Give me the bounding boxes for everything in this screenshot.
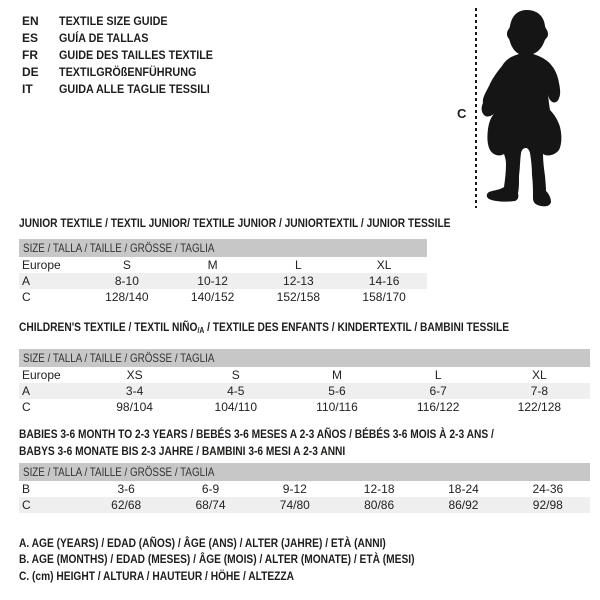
size-value-cell: 86/92 (421, 497, 505, 513)
title-text: CHILDREN'S TEXTILE / TEXTIL NIÑO (19, 320, 198, 334)
size-value-cell: 92/98 (506, 497, 590, 513)
size-value-cell: 140/152 (190, 290, 235, 304)
size-value-cell: 12-18 (363, 482, 395, 496)
table-title (19, 216, 451, 230)
height-measure-label: C (457, 106, 467, 121)
babies-size-table-section (19, 426, 590, 513)
size-value-cell: 10-12 (170, 273, 256, 289)
title-text: BABIES 3-6 MONTH TO 2-3 YEARS / BEBÉS 3-6 MESES A 2-3 AÑOS / BÉBÉS 3-6 MOIS À 2-3 ANS / (19, 427, 494, 441)
title-text: / TEXTILE DES ENFANTS / KINDERTEXTIL / BAMBINI TESSILE (204, 320, 509, 334)
row-label-cell: B (22, 482, 31, 496)
language-row-it (22, 81, 230, 98)
size-header-text: SIZE / TALLA / TAILLE / GRÖSSE / TAGLIA (23, 241, 215, 255)
table-title (19, 320, 590, 338)
row-label-cell: Europe (22, 258, 61, 272)
size-value-cell: 3-6 (117, 482, 135, 496)
table-title (19, 426, 590, 460)
table-row (19, 367, 590, 383)
table-row (19, 497, 590, 513)
table-row (19, 273, 427, 289)
table-title-line (19, 443, 504, 460)
title-text: JUNIOR TEXTILE / TEXTIL JUNIOR/ TEXTILE JUNIOR / JUNIORTEXTIL / JUNIOR TESSILE (19, 216, 451, 230)
size-value-cell: 152/158 (276, 290, 321, 304)
legend-line-b: B. AGE (MONTHS) / EDAD (MESES) / ÂGE (MOIS) / ALTER (MONATE) / ETÀ (MESI) (19, 552, 415, 567)
language-row-en (22, 13, 230, 30)
size-value-cell: XL (532, 368, 547, 382)
children-size-table (19, 367, 590, 415)
size-value-cell: 14-16 (341, 273, 427, 289)
size-value-cell: 8-10 (84, 273, 170, 289)
row-label-cell: C (19, 497, 84, 513)
legend (19, 535, 484, 584)
language-code: IT (22, 82, 33, 96)
junior-size-table (19, 257, 427, 305)
size-value-cell: 6-7 (388, 383, 489, 399)
legend-line-a: A. AGE (YEARS) / EDAD (AÑOS) / ÂGE (ANS) / ALTER (JAHRE) / ETÀ (ANNI) (19, 536, 386, 550)
language-row-de (22, 64, 230, 81)
row-label-cell: A (19, 383, 84, 399)
language-title: TEXTILE SIZE GUIDE (59, 14, 168, 28)
row-label-cell: Europe (22, 368, 61, 382)
size-header-bar (19, 239, 427, 257)
language-title: GUÍA DE TALLAS (59, 31, 149, 45)
language-code: EN (22, 14, 39, 28)
size-value-cell: 7-8 (489, 383, 590, 399)
size-value-cell: 116/122 (416, 400, 460, 414)
size-value-cell: 128/140 (105, 290, 149, 304)
size-value-cell: 104/110 (214, 400, 258, 414)
size-value-cell: 24-36 (532, 482, 564, 496)
language-title-list (22, 13, 230, 98)
table-row (19, 383, 590, 399)
size-value-cell: 158/170 (362, 290, 406, 304)
legend-line-c: C. (cm) HEIGHT / ALTURA / HAUTEUR / HÖHE / ALTEZZA (19, 568, 295, 583)
table-row (19, 399, 590, 415)
row-label-cell: C (22, 400, 31, 414)
table-row (19, 257, 427, 273)
size-value-cell: 80/86 (337, 497, 421, 513)
table-row (19, 481, 590, 497)
table-title-line (19, 216, 451, 230)
language-row-es (22, 30, 230, 47)
size-value-cell: 6-9 (201, 482, 220, 496)
size-value-cell: 62/68 (84, 497, 168, 513)
size-value-cell: S (122, 258, 131, 272)
toddler-silhouette-image (480, 6, 580, 211)
title-text: BABYS 3-6 MONATE BIS 2-3 JAHRE / BAMBINI 3-6 MESI A 2-3 ANNI (19, 444, 346, 458)
size-value-cell: M (207, 258, 218, 272)
size-value-cell: S (231, 368, 240, 382)
size-header-text: SIZE / TALLA / TAILLE / GRÖSSE / TAGLIA (23, 351, 215, 365)
size-value-cell: 9-12 (282, 482, 307, 496)
size-value-cell: 3-4 (84, 383, 185, 399)
size-value-cell: M (331, 368, 342, 382)
babies-size-table (19, 481, 590, 513)
size-header-text: SIZE / TALLA / TAILLE / GRÖSSE / TAGLIA (23, 465, 215, 479)
row-label-cell: C (22, 290, 31, 304)
size-value-cell: 12-13 (256, 273, 342, 289)
height-measure-dotted-line (475, 8, 477, 208)
language-title: GUIDE DES TAILLES TEXTILE (59, 48, 214, 62)
language-row-fr (22, 47, 230, 64)
size-value-cell: 98/104 (116, 400, 153, 414)
row-label-cell: A (19, 273, 84, 289)
size-value-cell: XL (376, 258, 392, 272)
language-code: ES (22, 31, 39, 45)
language-title: GUIDA ALLE TAGLIE TESSILI (59, 82, 210, 96)
junior-size-table-section (19, 216, 451, 305)
language-title: TEXTILGRÖßENFÜHRUNG (59, 65, 197, 79)
size-value-cell: L (295, 258, 302, 272)
size-value-cell: XS (126, 368, 143, 382)
language-code: DE (22, 65, 39, 79)
children-size-table-section (19, 320, 590, 415)
size-value-cell: 110/116 (316, 400, 358, 414)
size-value-cell: 4-5 (185, 383, 286, 399)
table-title-line (19, 320, 509, 338)
title-subscript: /A (197, 326, 205, 335)
language-code: FR (22, 48, 38, 62)
size-value-cell: 5-6 (286, 383, 387, 399)
table-title-line (19, 426, 504, 443)
size-value-cell: L (434, 368, 442, 382)
table-row (19, 289, 427, 305)
size-value-cell: 122/128 (517, 400, 562, 414)
size-value-cell: 68/74 (168, 497, 252, 513)
size-header-bar (19, 349, 590, 367)
size-header-bar (19, 463, 590, 481)
size-value-cell: 18-24 (448, 482, 479, 496)
size-value-cell: 74/80 (253, 497, 337, 513)
